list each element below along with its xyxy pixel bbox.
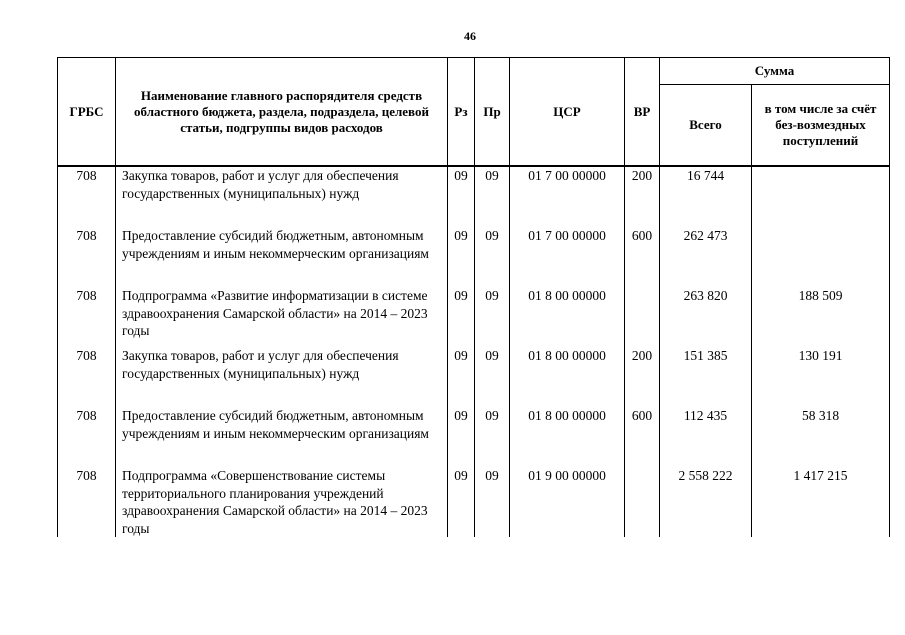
cell-pr: 09: [475, 407, 510, 467]
cell-grbs: 708: [58, 227, 116, 287]
table-body: [58, 166, 890, 537]
cell-total: 112 435: [660, 407, 752, 467]
budget-table: [57, 57, 890, 537]
cell-rz: 09: [448, 227, 475, 287]
cell-pr: 09: [475, 287, 510, 347]
header-total: Всего: [660, 85, 752, 167]
cell-vr: [625, 467, 660, 537]
cell-rz: 09: [448, 407, 475, 467]
cell-total: 2 558 222: [660, 467, 752, 537]
cell-incl: 188 509: [752, 287, 890, 347]
table-row: [58, 227, 890, 287]
cell-vr: 200: [625, 166, 660, 227]
cell-grbs: 708: [58, 287, 116, 347]
table-row: [58, 287, 890, 347]
table-header: [58, 58, 890, 167]
table-row: [58, 347, 890, 407]
header-incl: в том числе за счёт без-возмездных поступлений: [752, 85, 890, 167]
header-name: Наименование главного распорядителя средств областного бюджета, раздела, подраздела, целевой статьи, подгруппы видов расходов: [116, 58, 448, 167]
cell-rz: 09: [448, 467, 475, 537]
cell-pr: 09: [475, 467, 510, 537]
cell-vr: [625, 287, 660, 347]
cell-rz: 09: [448, 287, 475, 347]
cell-pr: 09: [475, 166, 510, 227]
cell-name: Предоставление субсидий бюджетным, автономным учреждениям и иным некоммерческим организациям: [116, 407, 448, 467]
cell-incl: [752, 166, 890, 227]
table-row: [58, 467, 890, 537]
cell-incl: 58 318: [752, 407, 890, 467]
cell-rz: 09: [448, 347, 475, 407]
cell-grbs: 708: [58, 347, 116, 407]
table-row: [58, 407, 890, 467]
cell-grbs: 708: [58, 407, 116, 467]
cell-csr: 01 8 00 00000: [510, 407, 625, 467]
cell-vr: 600: [625, 227, 660, 287]
cell-csr: 01 8 00 00000: [510, 347, 625, 407]
header-sum: Сумма: [660, 58, 890, 85]
cell-grbs: 708: [58, 166, 116, 227]
cell-csr: 01 7 00 00000: [510, 227, 625, 287]
cell-total: 262 473: [660, 227, 752, 287]
cell-rz: 09: [448, 166, 475, 227]
cell-name: Предоставление субсидий бюджетным, автономным учреждениям и иным некоммерческим организациям: [116, 227, 448, 287]
cell-csr: 01 9 00 00000: [510, 467, 625, 537]
cell-pr: 09: [475, 347, 510, 407]
cell-csr: 01 7 00 00000: [510, 166, 625, 227]
header-grbs: ГРБС: [58, 58, 116, 167]
page-number: 46: [464, 29, 476, 43]
cell-name: Закупка товаров, работ и услуг для обеспечения государственных (муниципальных) нужд: [116, 166, 448, 227]
cell-incl: [752, 227, 890, 287]
cell-incl: 130 191: [752, 347, 890, 407]
header-vr: ВР: [625, 58, 660, 167]
table-row: [58, 166, 890, 227]
cell-vr: 600: [625, 407, 660, 467]
cell-incl: 1 417 215: [752, 467, 890, 537]
cell-total: 263 820: [660, 287, 752, 347]
cell-total: 16 744: [660, 166, 752, 227]
cell-csr: 01 8 00 00000: [510, 287, 625, 347]
cell-total: 151 385: [660, 347, 752, 407]
cell-name: Закупка товаров, работ и услуг для обеспечения государственных (муниципальных) нужд: [116, 347, 448, 407]
header-pr: Пр: [475, 58, 510, 167]
cell-vr: 200: [625, 347, 660, 407]
cell-name: Подпрограмма «Совершенствование системы территориального планирования учреждений здравоохранения Самарской области» на 2014 – 2023 годы: [116, 467, 448, 537]
cell-pr: 09: [475, 227, 510, 287]
header-csr: ЦСР: [510, 58, 625, 167]
cell-name: Подпрограмма «Развитие информатизации в системе здравоохранения Самарской области» на 2014 – 2023 годы: [116, 287, 448, 347]
cell-grbs: 708: [58, 467, 116, 537]
header-rz: Рз: [448, 58, 475, 167]
